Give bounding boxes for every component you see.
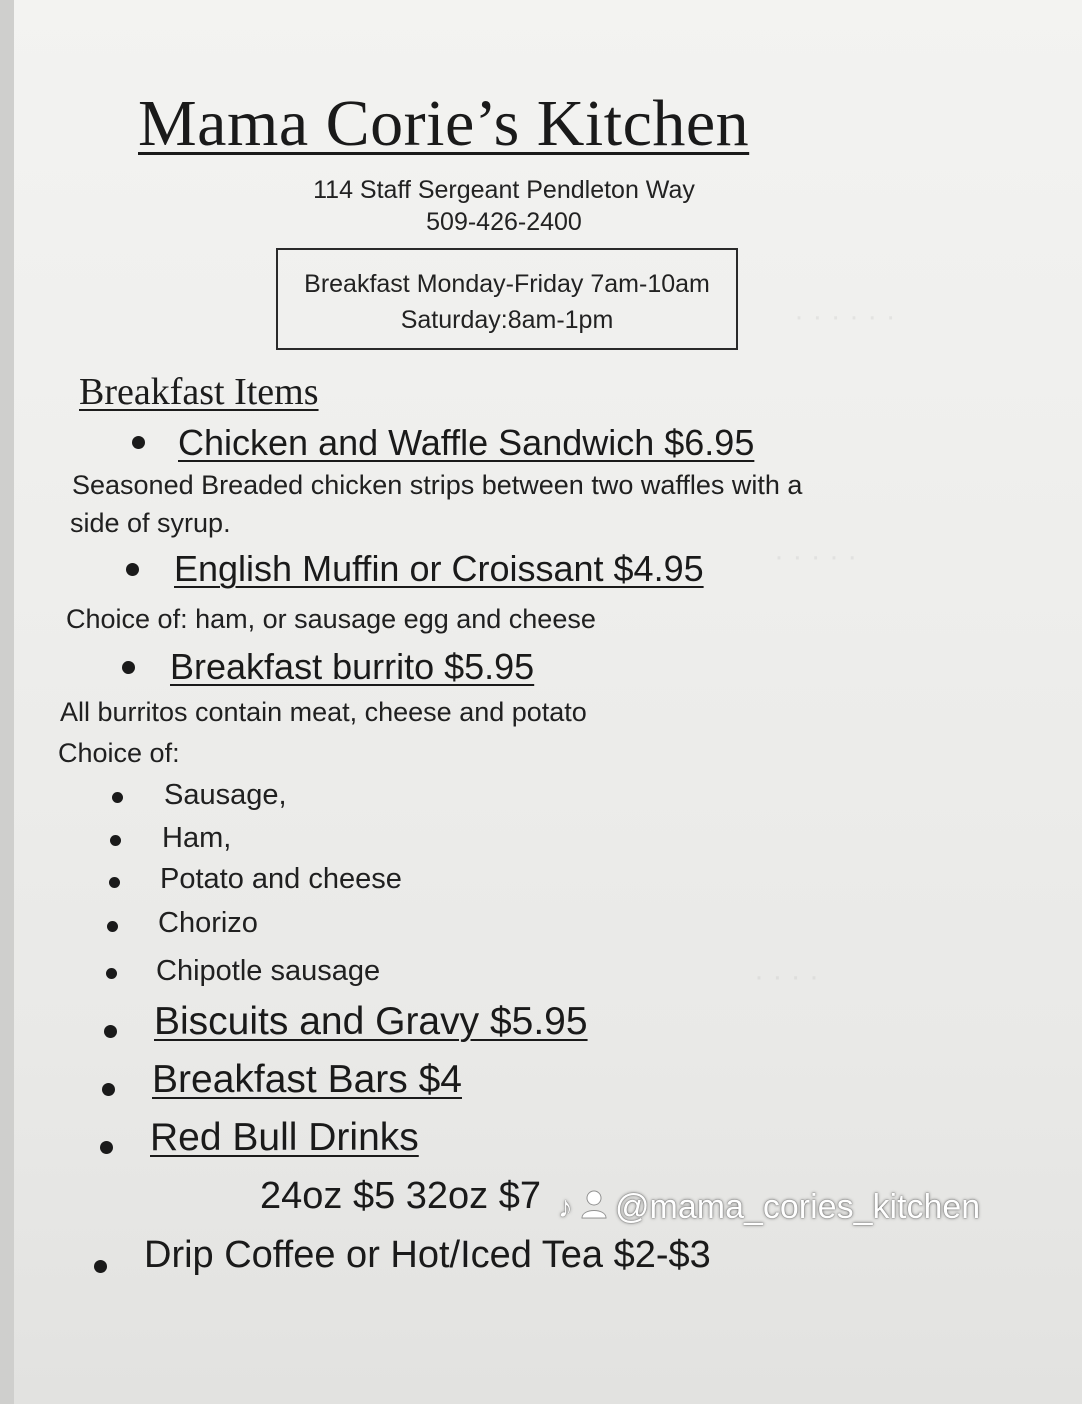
tiktok-watermark <box>558 1188 980 1227</box>
tiktok-icon: ♪ <box>558 1190 573 1224</box>
bullet <box>112 792 123 803</box>
burrito-option: Sausage, <box>164 779 287 811</box>
bullet <box>109 877 120 888</box>
menu-item-red-bull: Red Bull Drinks <box>150 1116 419 1159</box>
hours-saturday: Saturday:8am-1pm <box>400 306 614 334</box>
bullet <box>100 1141 113 1154</box>
phone-number: 509-426-2400 <box>426 208 582 236</box>
hours-weekday: Breakfast Monday-Friday 7am-10am <box>304 270 710 298</box>
burrito-option: Chorizo <box>158 907 258 939</box>
bullet <box>132 436 145 449</box>
watermark-handle: @mama_cories_kitchen <box>615 1188 981 1226</box>
restaurant-title: Mama Corie’s Kitchen <box>138 87 750 160</box>
item-description: Choice of: <box>58 738 180 768</box>
address: 114 Staff Sergeant Pendleton Way <box>313 176 695 204</box>
bullet <box>122 661 135 674</box>
menu-item-english-muffin: English Muffin or Croissant $4.95 <box>174 548 704 589</box>
bullet <box>104 1025 117 1038</box>
menu-item-drip-coffee: Drip Coffee or Hot/Iced Tea $2-$3 <box>144 1234 711 1276</box>
menu-item-breakfast-bars: Breakfast Bars $4 <box>152 1058 462 1101</box>
burrito-option: Chipotle sausage <box>156 955 381 987</box>
bullet <box>94 1260 107 1273</box>
bullet <box>126 563 139 576</box>
burrito-option: Potato and cheese <box>160 863 402 895</box>
user-icon <box>581 1189 607 1227</box>
show-through-text: · · · · <box>754 960 819 993</box>
menu-item-breakfast-burrito: Breakfast burrito $5.95 <box>170 646 535 687</box>
burrito-option: Ham, <box>162 822 232 854</box>
menu-item-chicken-waffle: Chicken and Waffle Sandwich $6.95 <box>178 422 755 463</box>
bullet <box>107 921 118 932</box>
item-description: All burritos contain meat, cheese and potato <box>60 697 587 727</box>
section-title: Breakfast Items <box>79 371 319 413</box>
show-through-text: · · · · · <box>774 540 858 573</box>
show-through-text: · · · · · · <box>794 300 896 333</box>
menu-item-biscuits-gravy: Biscuits and Gravy $5.95 <box>154 1000 588 1043</box>
red-bull-prices: 24oz $5 32oz $7 <box>260 1175 542 1217</box>
item-description: Seasoned Breaded chicken strips between two waffles with a <box>72 470 803 500</box>
bullet <box>102 1083 115 1096</box>
bullet <box>106 968 117 979</box>
hours-box <box>276 248 738 350</box>
item-description: Choice of: ham, or sausage egg and cheese <box>66 604 596 634</box>
bullet <box>110 835 121 846</box>
item-description: side of syrup. <box>70 508 231 538</box>
